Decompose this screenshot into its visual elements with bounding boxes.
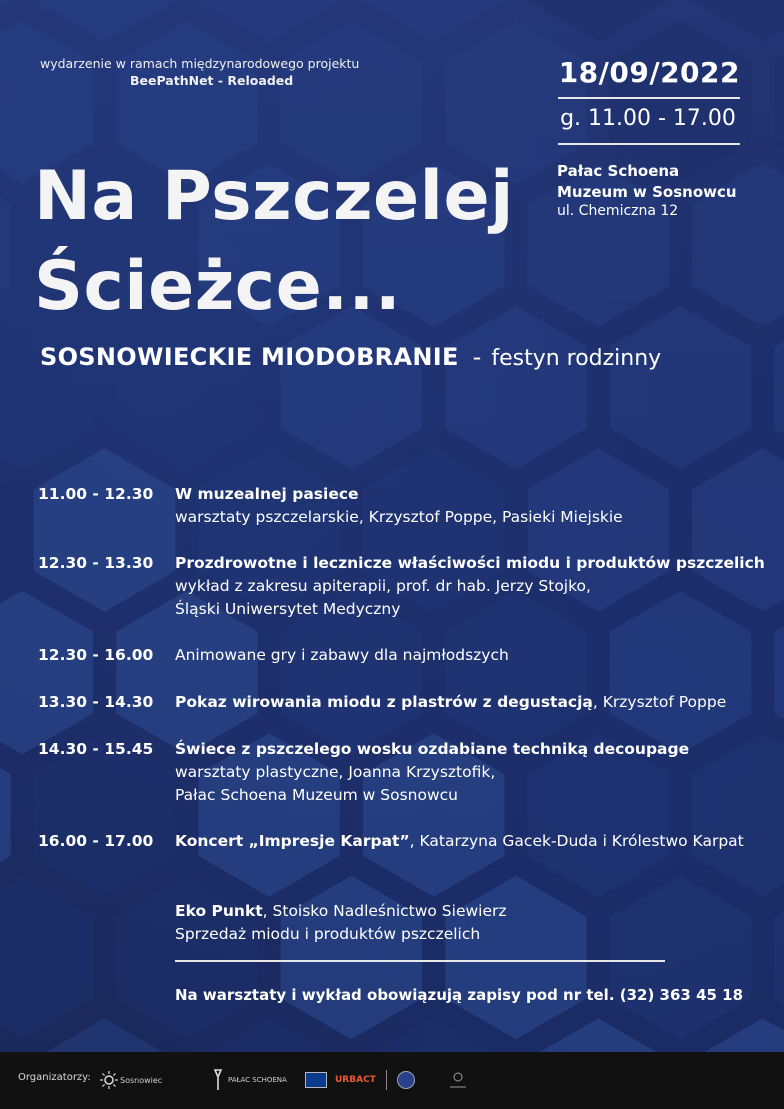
eko-punkt bbox=[175, 900, 735, 946]
program-time: 16.00 - 17.00 bbox=[38, 832, 154, 850]
program-title: Świece z pszczelego wosku ozdabiane techniką decoupage bbox=[175, 740, 690, 758]
round-badge-icon bbox=[397, 1071, 415, 1089]
sun-icon bbox=[100, 1071, 118, 1089]
program-desc: warsztaty pszczelarskie, Krzysztof Poppe, Pasieki Miejskie bbox=[175, 508, 623, 526]
eu-flag-icon bbox=[305, 1072, 327, 1088]
note-divider bbox=[175, 960, 665, 962]
venue bbox=[557, 161, 737, 203]
urbact-logo-text: URBACT bbox=[335, 1075, 376, 1085]
project-note bbox=[40, 55, 400, 89]
program-desc: Śląski Uniwersytet Medyczny bbox=[175, 600, 401, 618]
program-title: Pokaz wirowania miodu z plastrów z degustacją bbox=[175, 693, 593, 711]
program-title-suffix: , Katarzyna Gacek-Duda i Królestwo Karpat bbox=[409, 832, 744, 850]
program-time: 12.30 - 13.30 bbox=[38, 554, 154, 572]
program-body bbox=[175, 738, 784, 807]
subtitle-separator: - bbox=[472, 343, 482, 371]
venue-address: ul. Chemiczna 12 bbox=[557, 203, 679, 219]
event-subtitle bbox=[40, 343, 661, 371]
subtitle-secondary: festyn rodzinny bbox=[491, 346, 662, 371]
event-title-line1: Na Pszczelej bbox=[34, 157, 514, 236]
project-note-line2: BeePathNet - Reloaded bbox=[130, 73, 294, 88]
event-date: 18/09/2022 bbox=[558, 56, 740, 89]
organizers-label: Organizatorzy: bbox=[18, 1072, 91, 1083]
program-time: 14.30 - 15.45 bbox=[38, 740, 154, 758]
program-body bbox=[175, 552, 784, 621]
program-desc: warsztaty plastyczne, Joanna Krzysztofik, bbox=[175, 763, 496, 781]
event-hours: g. 11.00 - 17.00 bbox=[560, 106, 736, 131]
project-note-line1: wydarzenie w ramach międzynarodowego projektu bbox=[40, 56, 360, 71]
registration-note: Na warsztaty i wykład obowiązują zapisy pod nr tel. (32) 363 45 18 bbox=[175, 986, 744, 1004]
partner-emblem-icon bbox=[446, 1068, 470, 1092]
sosnowiec-logo-text: Sosnowiec bbox=[120, 1075, 163, 1085]
event-title-line2: Ścieżce... bbox=[34, 247, 402, 326]
program-body bbox=[175, 483, 784, 529]
palac-logo-text: PAŁAC SCHOENA bbox=[228, 1076, 287, 1084]
program-body bbox=[175, 830, 784, 853]
program-title-suffix: , Krzysztof Poppe bbox=[592, 693, 727, 711]
venue-line1: Pałac Schoena bbox=[557, 162, 680, 180]
palac-schoena-logo bbox=[212, 1068, 287, 1092]
program-title: Animowane gry i zabawy dla najmłodszych bbox=[175, 646, 509, 664]
event-title bbox=[34, 152, 514, 332]
program-desc: Pałac Schoena Muzeum w Sosnowcu bbox=[175, 786, 459, 804]
program-desc: wykład z zakresu apiterapii, prof. dr hab. Jerzy Stojko, bbox=[175, 577, 591, 595]
program-title: Koncert „Impresje Karpat” bbox=[175, 832, 410, 850]
program-time: 13.30 - 14.30 bbox=[38, 693, 154, 711]
program-body bbox=[175, 644, 784, 667]
logo-divider bbox=[386, 1070, 387, 1090]
program-body bbox=[175, 691, 784, 714]
partner-logo bbox=[446, 1068, 470, 1092]
date-divider-bottom bbox=[558, 143, 740, 145]
eko-title: Eko Punkt bbox=[175, 902, 263, 920]
program-title: Prozdrowotne i lecznicze właściwości miodu i produktów pszczelich bbox=[175, 554, 765, 572]
sosnowiec-logo bbox=[100, 1068, 162, 1092]
eko-title-suffix: , Stoisko Nadleśnictwo Siewierz bbox=[262, 902, 507, 920]
program-title: W muzealnej pasiece bbox=[175, 485, 359, 503]
eko-line2: Sprzedaż miodu i produktów pszczelich bbox=[175, 925, 481, 943]
subtitle-main: SOSNOWIECKIE MIODOBRANIE bbox=[40, 343, 459, 371]
eu-urbact-logo bbox=[305, 1068, 415, 1092]
palace-mark-icon bbox=[212, 1068, 224, 1092]
footer-bar bbox=[0, 1052, 784, 1109]
program-time: 12.30 - 16.00 bbox=[38, 646, 154, 664]
venue-line2: Muzeum w Sosnowcu bbox=[557, 183, 737, 201]
date-divider-top bbox=[558, 97, 740, 99]
program-time: 11.00 - 12.30 bbox=[38, 485, 154, 503]
